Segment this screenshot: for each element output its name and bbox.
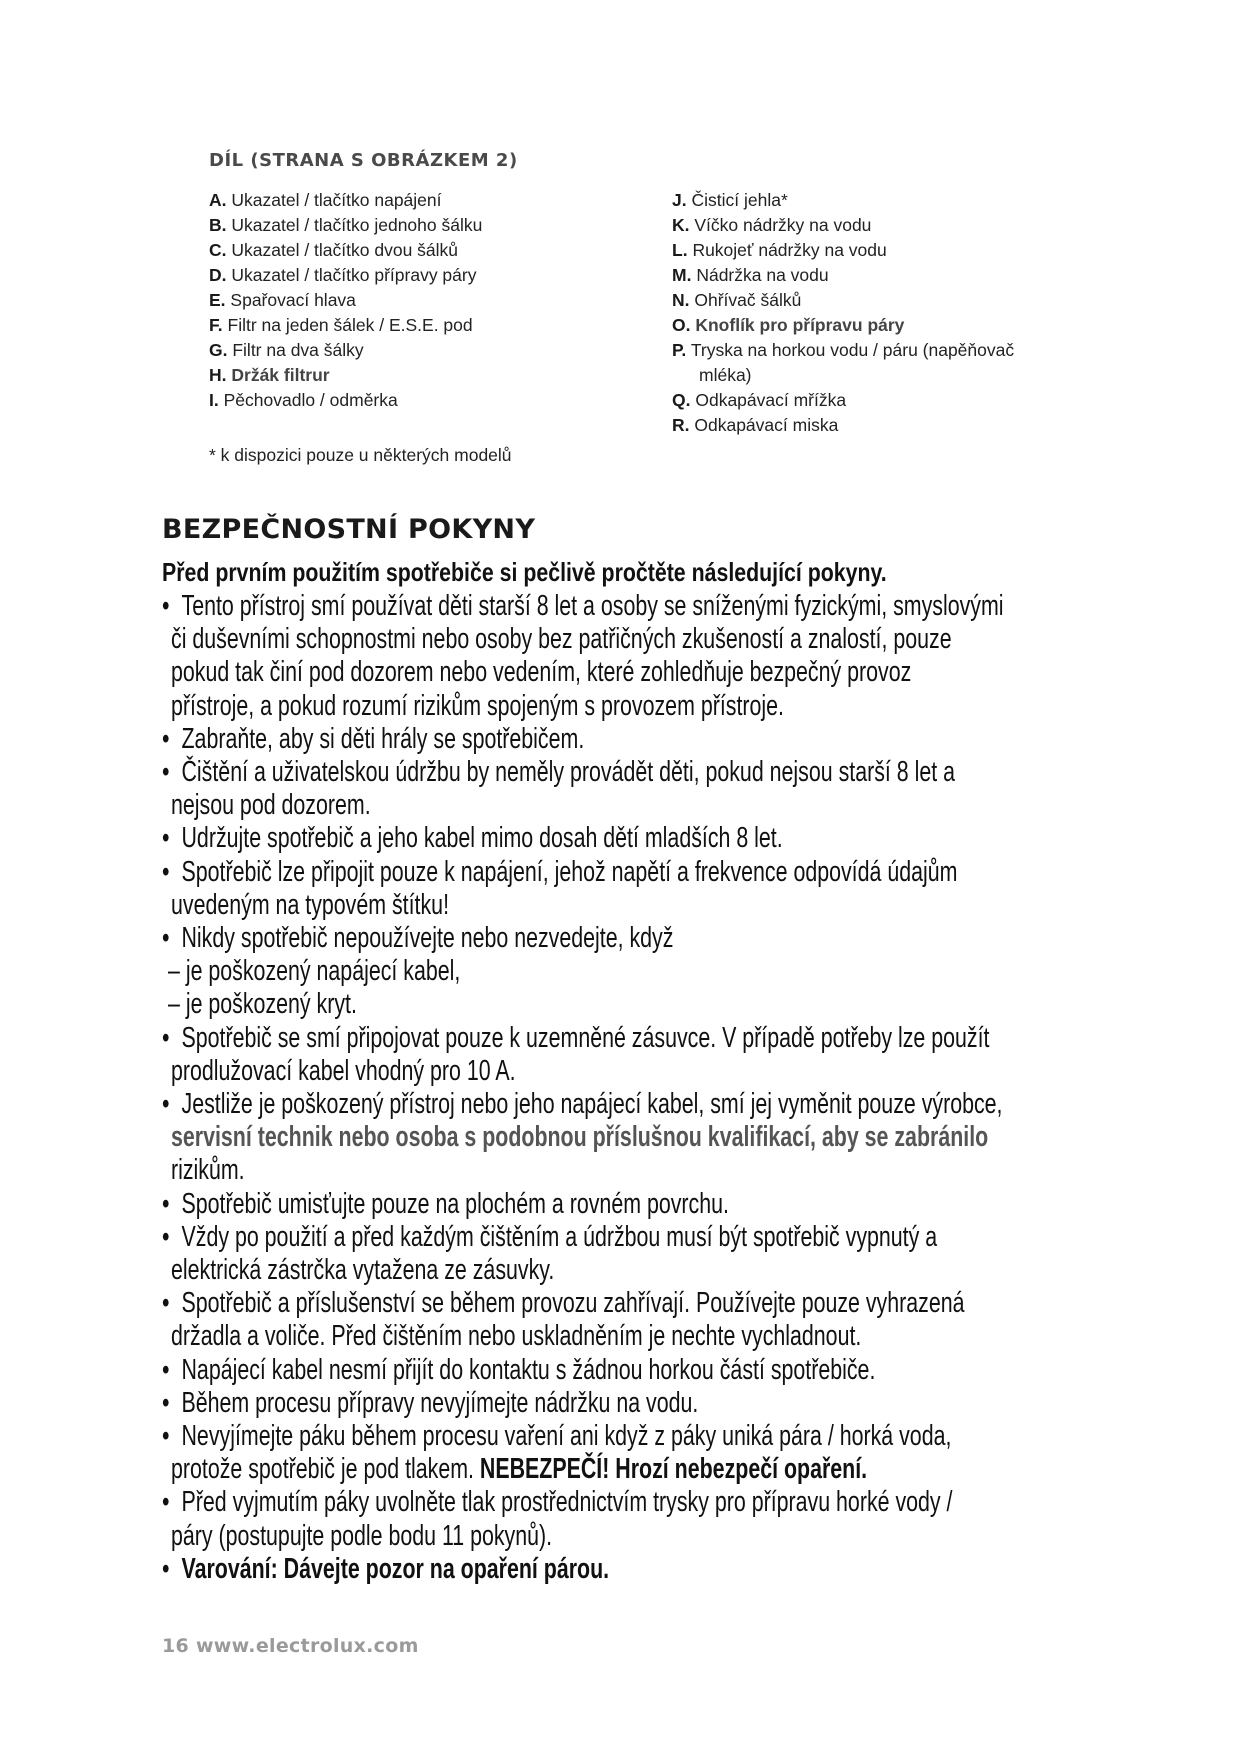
safety-bullet: • Zabraňte, aby si děti hrály se spotřebičem. [162, 722, 585, 755]
part-item: B. Ukazatel / tlačítko jednoho šálku [209, 215, 483, 235]
part-item: N. Ohřívač šálků [672, 290, 802, 310]
safety-bullet: • Napájecí kabel nesmí přijít do kontaktu s žádnou horkou částí spotřebiče. [162, 1353, 876, 1386]
part-item: G. Filtr na dva šálky [209, 340, 364, 360]
safety-bullet: • Spotřebič a příslušenství se během provozu zahřívají. Používejte pouze vyhrazená držadla a voliče. Před čištěním nebo uskladněním je nechte vychladnout. [162, 1287, 965, 1353]
part-item: L. Rukojeť nádržky na vodu [672, 240, 887, 260]
bullet-dot: • [162, 1420, 170, 1453]
bullet-dot: • [162, 855, 170, 888]
part-item: I. Pěchovadlo / odměrka [209, 390, 398, 410]
bullet-dot: • [162, 922, 170, 955]
bullet-dot: • [162, 756, 170, 789]
safety-bullet-warning: • Varování: Dávejte pozor na opaření párou. [162, 1552, 610, 1585]
part-item: R. Odkapávací miska [672, 415, 839, 435]
bullet-dot: • [162, 1021, 170, 1054]
part-item: O. Knoflík pro přípravu páry [672, 315, 905, 335]
bullet-dot: • [162, 1287, 170, 1320]
safety-bullet: • Nikdy spotřebič nepoužívejte nebo nezvedejte, když [162, 922, 674, 955]
part-item: D. Ukazatel / tlačítko přípravy páry [209, 265, 477, 285]
danger-warning: NEBEZPEČÍ! Hrozí nebezpečí opaření. [479, 1453, 868, 1486]
safety-intro: Před prvním použitím spotřebiče si pečlivě pročtěte následující pokyny. [162, 557, 887, 587]
part-item: C. Ukazatel / tlačítko dvou šálků [209, 240, 459, 260]
part-item: A. Ukazatel / tlačítko napájení [209, 190, 442, 210]
part-item: F. Filtr na jeden šálek / E.S.E. pod [209, 315, 473, 335]
parts-list-right [672, 188, 1092, 438]
safety-sub-item: – je poškozený napájecí kabel, [168, 955, 461, 988]
safety-bullet: • Tento přístroj smí používat děti starší 8 let a osoby se sníženými fyzickými, smyslovými či duševními schopnostmi nebo osoby bez patřičných zkušeností a znalostí, pouze pokud tak činí pod dozorem nebo vedením, které zohledňuje bezpečný provoz přístroje, a pokud rozumí rizikům spojeným s provozem přístroje. [162, 590, 1004, 722]
parts-heading: DÍL (STRANA S OBRÁZKEM 2) [209, 150, 518, 171]
footnote: * k dispozici pouze u některých modelů [209, 445, 512, 465]
safety-bullet-danger: • Nevyjímejte páku během procesu vaření ani když z páky uniká pára / horká voda, protože spotřebič je pod tlakem. NEBEZPEČÍ! Hrozí nebezpečí opaření. [162, 1420, 952, 1486]
bullet-dot: • [162, 590, 170, 622]
parts-list-left [209, 188, 649, 413]
part-item: E. Spařovací hlava [209, 290, 356, 310]
safety-bullet: • Před vyjmutím páky uvolněte tlak prostřednictvím trysky pro přípravu horké vody / páry (postupujte podle bodu 11 pokynů). [162, 1486, 953, 1552]
part-item: Q. Odkapávací mřížka [672, 390, 847, 410]
bullet-dot: • [162, 1187, 170, 1220]
part-item: H. Držák filtrur [209, 365, 330, 385]
page-footer: 16 www.electrolux.com [162, 1635, 419, 1657]
bullet-dot: • [162, 1220, 170, 1253]
bullet-dot: • [162, 1552, 170, 1585]
safety-list [162, 590, 1137, 1586]
safety-bullet: • Během procesu přípravy nevyjímejte nádržku na vodu. [162, 1386, 699, 1419]
safety-bullet: • Spotřebič umisťujte pouze na plochém a rovném povrchu. [162, 1187, 729, 1220]
safety-bullet: • Spotřebič se smí připojovat pouze k uzemněné zásuvce. V případě potřeby lze použít prodlužovací kabel vhodný pro 10 A. [162, 1021, 990, 1087]
bullet-dot: • [162, 1088, 170, 1121]
part-item: K. Víčko nádržky na vodu [672, 215, 872, 235]
safety-bullet: • Spotřebič lze připojit pouze k napájení, jehož napětí a frekvence odpovídá údajům uvedeným na typovém štítku! [162, 855, 958, 921]
part-item: J. Čisticí jehla* [672, 190, 788, 210]
safety-bullet: • Čištění a uživatelskou údržbu by neměly provádět děti, pokud nejsou starší 8 let a nejsou pod dozorem. [162, 756, 956, 822]
safety-bullet: • Jestliže je poškozený přístroj nebo jeho napájecí kabel, smí jej vyměnit pouze výrobce, servisní technik nebo osoba s podobnou příslušnou kvalifikací, aby se zabránilo rizikům. [162, 1088, 1003, 1187]
bullet-dot: • [162, 1353, 170, 1386]
part-item: P. Tryska na horkou vodu / páru (napěňovač [672, 340, 1015, 360]
safety-title: BEZPEČNOSTNÍ POKYNY [162, 514, 536, 545]
bullet-dot: • [162, 1386, 170, 1419]
bullet-dot: • [162, 722, 170, 755]
bullet-dot: • [162, 822, 170, 855]
safety-bullet: • Udržujte spotřebič a jeho kabel mimo dosah dětí mladších 8 let. [162, 822, 783, 855]
part-item: M. Nádržka na vodu [672, 265, 829, 285]
part-item-continuation: mléka) [699, 365, 752, 385]
safety-sub-item: – je poškozený kryt. [168, 988, 357, 1021]
safety-bullet: • Vždy po použití a před každým čištěním a údržbou musí být spotřebič vypnutý a elektrická zástrčka vytažena ze zásuvky. [162, 1220, 938, 1287]
bullet-dot: • [162, 1486, 170, 1519]
